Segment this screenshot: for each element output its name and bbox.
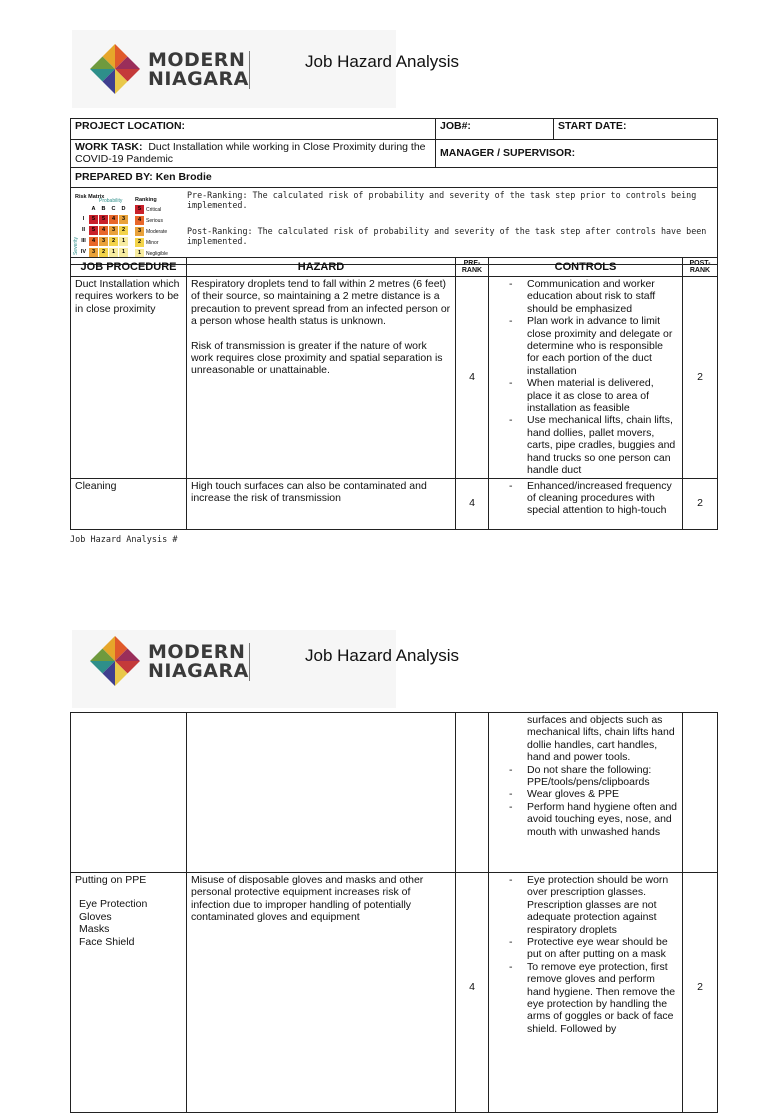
- risk-matrix-cell: 3: [119, 215, 128, 224]
- risk-matrix-ranking-label: Ranking: [135, 196, 157, 203]
- risk-matrix-column-label: C: [111, 205, 116, 212]
- pre-rank-cell: 4: [456, 873, 489, 1113]
- risk-definitions-cell: [71, 187, 718, 264]
- risk-matrix-cell: 4: [89, 237, 98, 246]
- procedure-cell: Duct Installation which requires workers to be in close proximity: [71, 277, 187, 479]
- col-job-procedure: JOB PROCEDURE: [71, 258, 187, 277]
- pre-rank-cell: 4: [456, 478, 489, 529]
- risk-ranking-swatch: 5: [135, 205, 144, 214]
- hazard-table: [70, 257, 718, 530]
- controls-cell: - Enhanced/increased frequency of cleaning procedures with special attention to high-touch: [489, 478, 683, 529]
- risk-matrix-cell: 4: [99, 226, 108, 235]
- risk-matrix-title: Risk Matrix: [75, 193, 105, 200]
- risk-matrix-cell: 1: [119, 248, 128, 257]
- pre-ranking-definition: Pre-Ranking: The calculated risk of probability and severity of the task step prior to controls being implemented.: [187, 189, 697, 210]
- risk-ranking-label: Critical: [146, 206, 162, 213]
- risk-ranking-label: Moderate: [146, 228, 168, 235]
- risk-matrix-row-label: II: [81, 226, 86, 233]
- table-row: [71, 713, 718, 873]
- document-title: Job Hazard Analysis: [305, 646, 460, 665]
- risk-matrix-cell: 3: [99, 237, 108, 246]
- pre-rank-cell: 4: [456, 277, 489, 479]
- sub-item: Face Shield: [79, 935, 135, 948]
- prepared-by: PREPARED BY: Ken Brodie: [71, 167, 718, 187]
- risk-ranking-swatch: 2: [135, 238, 144, 247]
- risk-matrix-row-label: IV: [80, 248, 87, 255]
- page-2: [0, 594, 768, 1035]
- col-hazard: HAZARD: [187, 258, 456, 277]
- risk-matrix-column-label: B: [101, 205, 106, 212]
- risk-matrix-row-label: I: [82, 215, 85, 222]
- post-ranking-definition: Post-Ranking: The calculated risk of probability and severity of the task step after controls have been implemented.: [187, 225, 707, 246]
- risk-matrix-cell: 1: [109, 248, 118, 257]
- risk-ranking-swatch: 4: [135, 216, 144, 225]
- risk-matrix-cell: 2: [119, 226, 128, 235]
- risk-matrix-cell: 1: [119, 237, 128, 246]
- risk-ranking-swatch: 1: [135, 249, 144, 258]
- controls-cell: - Eye protection should be worn over prescription glasses. Prescription glasses are not adequate protection against respiratory droplets - Protective eye wear should be put on after putting on a mask - To remove eye protection, first remove gloves and perform hand hygiene. Then remove the eye protection by handling the arms of goggles or back of face shield. Followed by: [489, 873, 683, 1113]
- risk-matrix-cell: 4: [109, 215, 118, 224]
- risk-ranking-label: Minor: [146, 239, 159, 246]
- risk-ranking-label: Negligible: [146, 250, 168, 257]
- logo-wordmark: MODERN NIAGARA: [148, 49, 249, 90]
- risk-matrix-cell: 2: [99, 248, 108, 257]
- controls-cell: - Communication and worker education about risk to staff should be emphasized - Plan work in advance to limit close proximity and delegate or determine who is responsible for each portion of the duct installation - When material is delivered, place it as close to area of installation as feasible - Use mechanical lifts, chain lifts, hand dollies, pallet movers, carts, pipe cradles, buggies and hand trucks so one person can handle duct: [489, 277, 683, 479]
- post-rank-cell: 2: [683, 277, 718, 479]
- risk-ranking-swatch: 3: [135, 227, 144, 236]
- risk-matrix-severity-label: Severity: [73, 236, 80, 255]
- col-pre-rank: PRE-RANK: [456, 258, 489, 277]
- risk-matrix-row-label: III: [81, 237, 86, 244]
- col-controls: CONTROLS: [489, 258, 683, 277]
- sub-item: Eye Protection: [79, 898, 148, 911]
- procedure-cell: Cleaning: [71, 478, 187, 529]
- risk-matrix-column-label: D: [121, 205, 126, 212]
- table-row: [71, 873, 718, 1113]
- hazard-cell: High touch surfaces can also be contaminated and increase the risk of transmission: [187, 478, 456, 529]
- risk-ranking-label: Serious: [146, 217, 163, 224]
- job-number-label: JOB#:: [436, 119, 554, 140]
- modern-niagara-logo-icon: [90, 44, 140, 94]
- page-footer: Job Hazard Analysis #: [70, 535, 178, 545]
- risk-matrix-cell: 5: [99, 215, 108, 224]
- risk-matrix-cell: 3: [109, 226, 118, 235]
- sub-item: Masks: [79, 923, 110, 936]
- project-location-label: PROJECT LOCATION:: [71, 119, 436, 140]
- risk-matrix-cell: 5: [89, 226, 98, 235]
- risk-matrix-probability-label: Probability: [99, 197, 123, 204]
- start-date-label: START DATE:: [554, 119, 718, 140]
- col-post-rank: POST-RANK: [683, 258, 718, 277]
- post-rank-cell: 2: [683, 873, 718, 1113]
- risk-matrix: [71, 188, 187, 264]
- modern-niagara-logo-icon: [90, 636, 140, 686]
- logo-divider: [249, 643, 250, 681]
- hazard-cell: Respiratory droplets tend to fall within 2 metres (6 feet) of their source, so maintaining a 2 metre distance is a precaution to prevent spread from an infected person or a person whose health status is unknown. Risk of transmission is greater if the nature of work work requires close proximity and spatial separation is unreasonable or unattainable.: [187, 277, 456, 479]
- logo-divider: [249, 51, 250, 89]
- risk-matrix-cell: 5: [89, 215, 98, 224]
- work-task-cell: WORK TASK: Duct Installation while working in Close Proximity during the COVID-19 Pandemic: [71, 140, 436, 168]
- controls-cell: surfaces and objects such as mechanical lifts, chain lifts hand dollie handles, cart handles, hand and power tools. - Do not share the following: PPE/tools/pens/clipboards - Wear gloves & PPE - Perform hand hygiene often and avoid touching eyes, nose, and mouth with unwashed hands: [489, 713, 683, 873]
- sub-item: Gloves: [79, 910, 112, 923]
- project-info-table: [70, 118, 718, 265]
- document-title: Job Hazard Analysis: [305, 52, 460, 71]
- logo-wordmark: MODERN NIAGARA: [148, 641, 249, 682]
- hazard-table-continued: [70, 712, 718, 1113]
- table-row: [71, 478, 718, 529]
- table-row: [71, 277, 718, 479]
- post-rank-cell: 2: [683, 478, 718, 529]
- manager-supervisor-label: MANAGER / SUPERVISOR:: [436, 140, 718, 168]
- risk-matrix-cell: 3: [89, 248, 98, 257]
- risk-matrix-cell: 2: [109, 237, 118, 246]
- hazard-cell: Misuse of disposable gloves and masks and other personal protective equipment increases risk of infection due to improper handling of potentially contaminated gloves and equipment: [187, 873, 456, 1113]
- procedure-cell: Putting on PPE Eye Protection Gloves Masks Face Shield: [71, 873, 187, 1113]
- risk-matrix-column-label: A: [91, 205, 96, 212]
